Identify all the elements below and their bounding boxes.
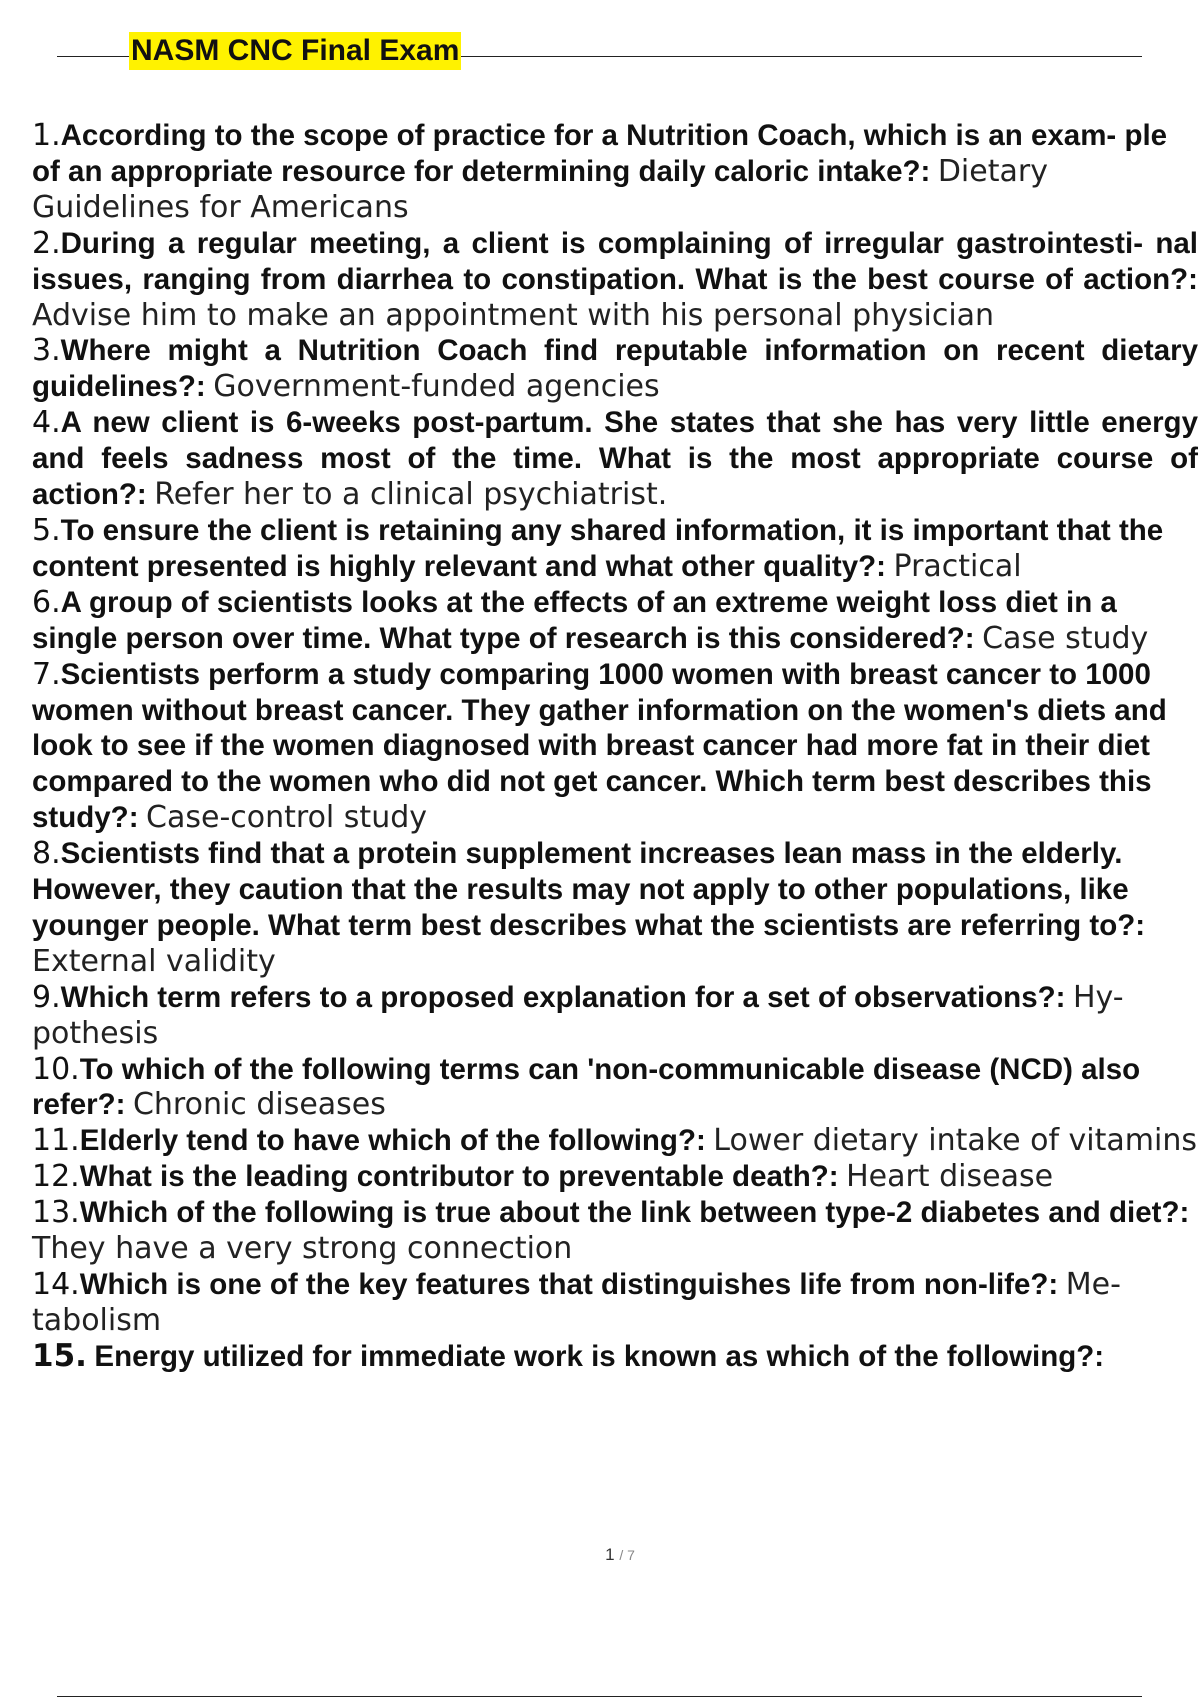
question-number: 5. bbox=[32, 512, 61, 548]
question-item-12 bbox=[32, 1159, 1198, 1195]
question-number: 9. bbox=[32, 979, 61, 1015]
question-list bbox=[32, 118, 1198, 1375]
question-number: 13. bbox=[32, 1195, 80, 1231]
question-number: 10. bbox=[32, 1051, 80, 1087]
question-text: What is the leading contributor to preventable death?: bbox=[79, 1160, 839, 1194]
question-number: 11. bbox=[32, 1123, 80, 1159]
question-text: Where might a Nutrition Coach find reputable information on recent dietary guidelines?: bbox=[32, 334, 1198, 404]
footer-rule bbox=[57, 1696, 1142, 1697]
answer-text: Refer her to a clinical psychiatrist. bbox=[154, 477, 668, 513]
question-number: 2. bbox=[32, 225, 61, 261]
document-header bbox=[57, 32, 1142, 72]
question-text: To which of the following terms can 'non-communicable disease (NCD) also refer?: bbox=[32, 1052, 1141, 1122]
answer-text: Government-funded agencies bbox=[213, 369, 660, 405]
question-number: 8. bbox=[32, 836, 61, 872]
question-text: Which is one of the key features that distinguishes life from non-life?: bbox=[79, 1268, 1059, 1301]
page-indicator bbox=[0, 1545, 1200, 1565]
answer-text: External validity bbox=[32, 943, 276, 979]
answer-text: Practical bbox=[893, 548, 1022, 584]
question-number: 1. bbox=[32, 118, 61, 153]
question-item-1 bbox=[32, 118, 1198, 226]
question-number: 14. bbox=[32, 1267, 80, 1302]
question-item-9 bbox=[32, 980, 1198, 1052]
question-item-6 bbox=[32, 585, 1198, 657]
question-item-13 bbox=[32, 1195, 1198, 1267]
question-text: A group of scientists looks at the effects of an extreme weight loss diet in a single person over time. What type of research is this considered?: bbox=[32, 585, 1117, 655]
page-total: / 7 bbox=[619, 1547, 635, 1563]
question-item-10 bbox=[32, 1052, 1198, 1124]
question-text: Scientists find that a protein supplement increases lean mass in the elderly. However, they caution that the results may not apply to other populations, like younger people. What term best describes what the scientists are referring to?: bbox=[32, 837, 1146, 942]
question-number: 15. bbox=[32, 1337, 87, 1374]
question-item-3 bbox=[32, 333, 1198, 405]
question-text: To ensure the client is retaining any shared information, it is important that the content presented is highly relevant and what other quality?: bbox=[32, 513, 1164, 583]
document-title: NASM CNC Final Exam bbox=[129, 32, 461, 70]
question-item-8 bbox=[32, 836, 1198, 980]
answer-text: Lower dietary intake of vitamins bbox=[713, 1123, 1197, 1159]
answer-text: Advise him to make an appointment with his personal physician bbox=[32, 297, 995, 333]
question-number: 7. bbox=[32, 656, 61, 692]
question-text: Elderly tend to have which of the following?: bbox=[79, 1124, 706, 1158]
question-number: 6. bbox=[32, 584, 61, 620]
question-item-2 bbox=[32, 226, 1198, 334]
question-item-15 bbox=[32, 1339, 1198, 1375]
question-number: 4. bbox=[32, 405, 61, 441]
question-text: Energy utilized for immediate work is known as which of the following?: bbox=[94, 1339, 1105, 1373]
answer-text: Case study bbox=[982, 620, 1149, 656]
answer-text: Me- tabolism bbox=[32, 1267, 1121, 1338]
answer-text: Hy- pothesis bbox=[32, 979, 1124, 1051]
question-item-7 bbox=[32, 657, 1198, 837]
answer-text: They have a very strong connection bbox=[32, 1231, 573, 1267]
question-item-11 bbox=[32, 1123, 1198, 1159]
question-number: 12. bbox=[32, 1159, 80, 1195]
question-text: Which of the following is true about the link between type-2 diabetes and diet?: bbox=[79, 1196, 1190, 1230]
question-text: Scientists perform a study comparing 1000 women with breast cancer to 1000 women without breast cancer. They gather information on the women's diets and look to see if the women diagnosed with breast cancer had more fat in their diet compared to the women who did not get cancer. Which term best describes this study?: bbox=[32, 657, 1167, 835]
question-item-5 bbox=[32, 513, 1198, 585]
answer-text: Dietary Guidelines for Americans bbox=[32, 153, 1048, 225]
answer-text: Chronic diseases bbox=[132, 1087, 386, 1123]
question-text: A new client is 6-weeks post-partum. She states that she has very little energy and feels sadness most of the time. What is the most appropriate course of action?: bbox=[32, 406, 1198, 512]
page-current: 1 bbox=[605, 1545, 615, 1564]
question-text: Which term refers to a proposed explanation for a set of observations?: bbox=[60, 980, 1066, 1014]
question-text: According to the scope of practice for a Nutrition Coach, which is an exam- ple of an appropriate resource for determining daily caloric intake?: bbox=[32, 119, 1168, 188]
answer-text: Case-control study bbox=[146, 800, 428, 836]
question-text: During a regular meeting, a client is complaining of irregular gastrointesti- nal issues, ranging from diarrhea to constipation. What is the best course of action?: bbox=[32, 226, 1198, 296]
question-item-4 bbox=[32, 405, 1198, 513]
question-number: 3. bbox=[32, 333, 61, 369]
question-item-14 bbox=[32, 1267, 1198, 1339]
answer-text: Heart disease bbox=[846, 1159, 1054, 1195]
